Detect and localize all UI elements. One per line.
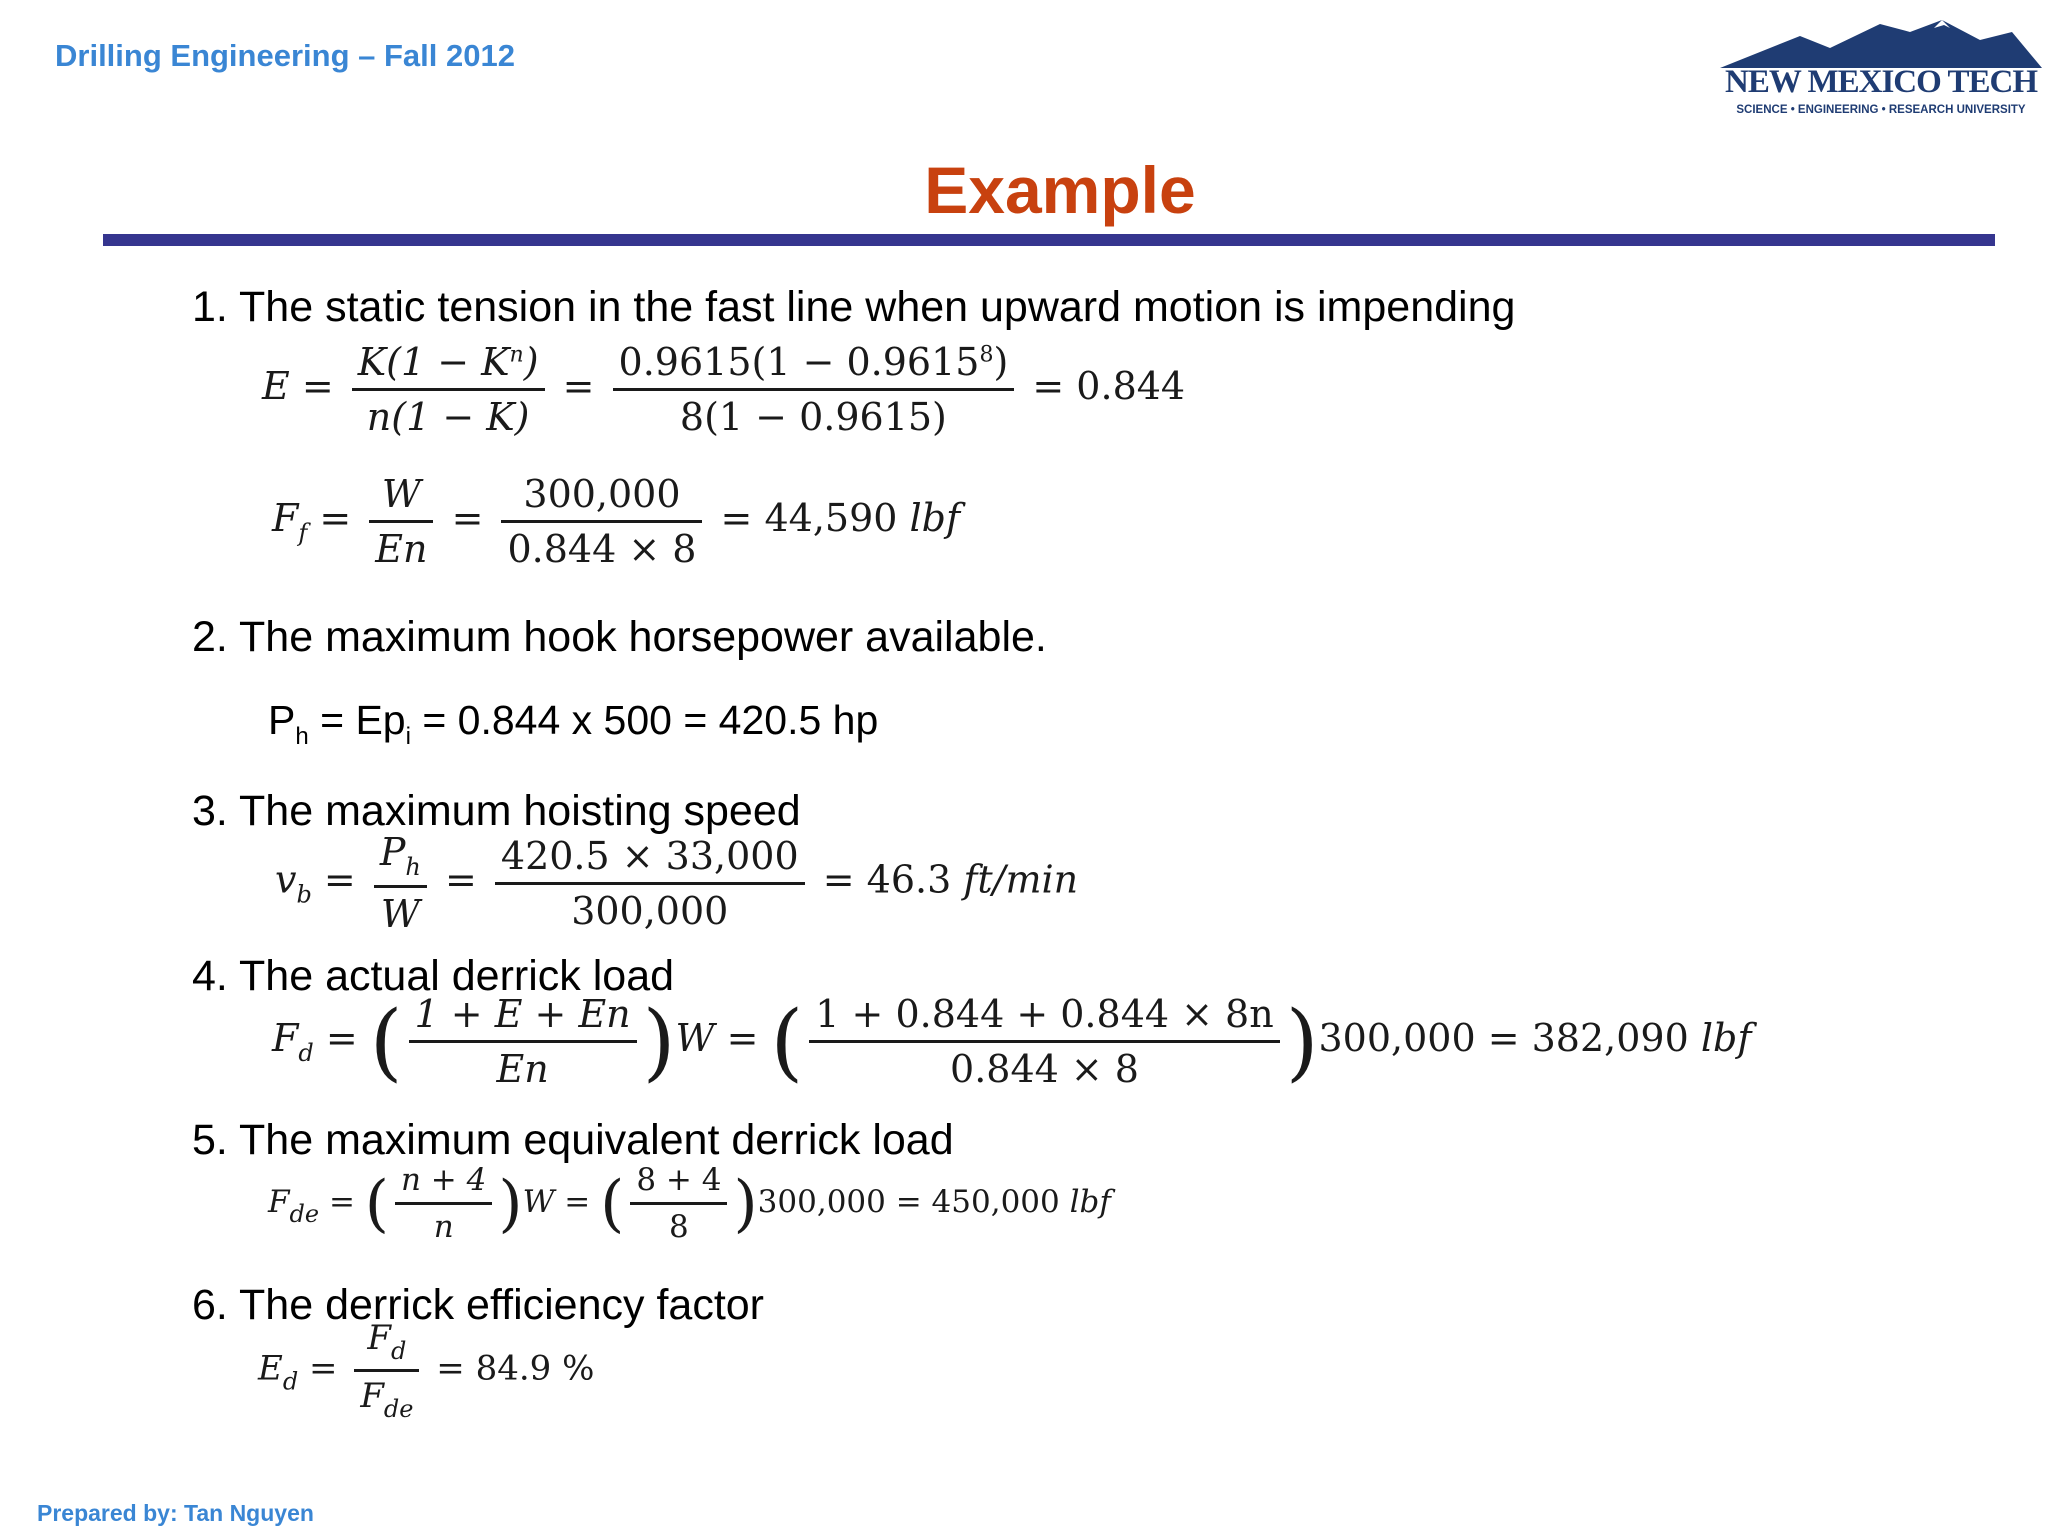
university-logo [1720, 18, 2042, 122]
list-item-1: 1. The static tension in the fast line when upward motion is impending [192, 283, 1516, 331]
fraction: $\frac{420.5 \times 33,000}{300,000}$ [495, 834, 805, 933]
formula-equivalent-derrick-load: $F_{de}$ = ( $\frac{n + 4}{n}$ )W = ( $\frac{8 + 4}{8}$ )300,000 = 450,000 lbf [268, 1162, 1111, 1245]
fraction: $\frac{P_h}{W}$ [374, 830, 427, 936]
list-item-3: 3. The maximum hoisting speed [192, 787, 801, 835]
fraction: $\frac{8 + 4}{8}$ [630, 1162, 727, 1245]
formula-derrick-efficiency: $E_d$ = $\frac{F_d}{F_{de}}$ = 84.9 % [258, 1318, 595, 1423]
fraction: $\frac{1 + E + En}{En}$ [409, 992, 637, 1091]
slide-title: Example [924, 153, 1196, 227]
list-item-6: 6. The derrick efficiency factor [192, 1281, 764, 1329]
list-item-2: 2. The maximum hook horsepower available. [192, 613, 1047, 661]
title-divider [103, 234, 1995, 246]
formula-hoisting-speed: $v_b$ = $\frac{P_h}{W}$ = $\frac{420.5 \times 33,000}{300,000}$ = 46.3 ft/min [275, 830, 1079, 936]
formula-lhs: E [262, 364, 290, 408]
list-item-5: 5. The maximum equivalent derrick load [192, 1116, 954, 1164]
course-title: Drilling Engineering – Fall 2012 [55, 38, 515, 73]
fraction: $\frac{300,000}{0.844 \times 8}$ [501, 472, 702, 571]
list-item-4: 4. The actual derrick load [192, 952, 675, 1000]
formula-hook-horsepower: $P_h = Ep_i = 0.844$ x 500 = 420.5 hp [268, 697, 879, 750]
formula-efficiency: E = $\frac{K(1 - K^n)}{n(1 - K)}$ = $\frac{0.9615(1 - 0.9615^8)}{8(1 - 0.9615)}$ = 0.844 [262, 340, 1186, 439]
formula-derrick-load: $F_d$ = ( $\frac{1 + E + En}{En}$ )W = ( $\frac{1 + 0.844 + 0.844 \times 8n}{0.844 \times 8}$ )300,000 = 382,090 lbf [272, 992, 1752, 1091]
formula-fast-line-tension: $F_f$ = $\frac{W}{En}$ = $\frac{300,000}{0.844 \times 8}$ = 44,590 lbf [272, 472, 961, 571]
fraction: $\frac{0.9615(1 - 0.9615^8)}{8(1 - 0.9615)}$ [613, 340, 1015, 439]
prepared-by: Prepared by: Tan Nguyen [37, 1500, 314, 1526]
logo-name: NEW MEXICO TECH [1724, 64, 2037, 100]
formula-result: = 0.844 [1032, 364, 1186, 408]
fraction: $\frac{1 + 0.844 + 0.844 \times 8n}{0.844 \times 8}$ [809, 992, 1279, 1091]
fraction: $\frac{W}{En}$ [369, 472, 433, 571]
fraction: $\frac{F_d}{F_{de}}$ [354, 1318, 419, 1423]
logo-tagline: SCIENCE • ENGINEERING • RESEARCH UNIVERSITY [1736, 104, 2026, 116]
fraction: $\frac{K(1 - K^n)}{n(1 - K)}$ [352, 340, 545, 439]
mountain-logo-icon [1720, 18, 2042, 70]
fraction: $\frac{n + 4}{n}$ [395, 1162, 492, 1245]
